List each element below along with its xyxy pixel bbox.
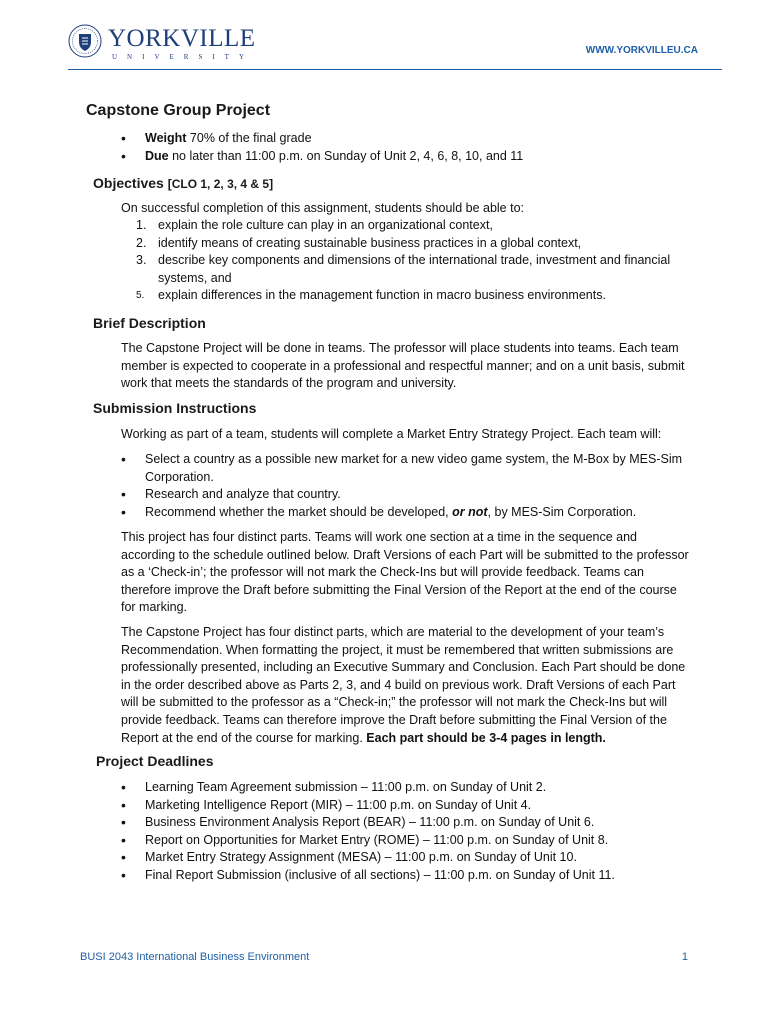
- list-item: [121, 287, 701, 305]
- item-text: explain differences in the management function in macro business environments.: [158, 288, 606, 303]
- header-divider: [68, 69, 722, 70]
- page-header: [0, 0, 768, 72]
- due-text: no later than 11:00 p.m. on Sunday of Unit 2, 4, 6, 8, 10, and 11: [168, 148, 524, 163]
- list-item: [121, 217, 701, 235]
- weight-label: Weight: [145, 131, 187, 145]
- item-number: 3.: [136, 253, 147, 268]
- list-item: [121, 130, 701, 148]
- submission-instructions-heading: Submission Instructions: [93, 400, 257, 416]
- brand-subtitle: UNIVERSITY: [112, 53, 254, 61]
- list-item: • Report on Opportunities for Market Entry (ROME) – 11:00 p.m. on Sunday of Unit 8.: [121, 832, 701, 850]
- brand-name: YORKVILLE: [108, 25, 256, 52]
- project-deadlines-heading: Project Deadlines: [96, 753, 214, 769]
- weight-text: 70% of the final grade: [186, 131, 312, 145]
- list-item: • Market Entry Strategy Assignment (MESA) – 11:00 p.m. on Sunday of Unit 10.: [121, 849, 701, 867]
- list-item: [121, 235, 701, 253]
- list-item: • Business Environment Analysis Report (BEAR) – 11:00 p.m. on Sunday of Unit 6.: [121, 814, 701, 832]
- bullet-text: Recommend whether the market should be developed,: [145, 504, 453, 519]
- item-text: identify means of creating sustainable business practices in a global context,: [158, 235, 582, 250]
- website-link[interactable]: WWW.YORKVILLEU.CA: [585, 45, 698, 56]
- paragraph-text: The Capstone Project has four distinct parts, which are material to the development of your team’s Recommendation. When formatting the project, it must be remembered that written submissions are professionally presented, including an Executive Summary and Conclusion. Each Part should be done in the order described above as Parts 2, 3, and 4 build on previous work. Draft Versions of each Part will be submitted to the professor as a “Check-in;” the professor will not mark the Check-Ins but will provide feedback. Teams can therefore improve the Draft before submitting the Final Version of the Report at the end of the course for marking.: [121, 625, 686, 745]
- university-crest-icon: [68, 24, 102, 58]
- bullet-text: , by MES-Sim Corporation.: [487, 504, 637, 519]
- objectives-list: [121, 217, 701, 305]
- objectives-heading: [93, 175, 273, 194]
- item-number: 1.: [136, 218, 147, 232]
- list-item: [121, 504, 691, 522]
- list-item: • Marketing Intelligence Report (MIR) – 11:00 p.m. on Sunday of Unit 4.: [121, 797, 701, 815]
- submission-paragraph-2: [121, 624, 691, 747]
- item-text: describe key components and dimensions of the international trade, investment and financial systems, and: [158, 253, 671, 285]
- emphasis-text: or not: [452, 504, 488, 519]
- item-text: explain the role culture can play in an organizational context,: [158, 218, 493, 232]
- item-number: 5.: [136, 290, 145, 302]
- clo-reference: [CLO 1, 2, 3, 4 & 5]: [167, 177, 274, 191]
- list-item: • Learning Team Agreement submission – 11:00 p.m. on Sunday of Unit 2.: [121, 779, 701, 797]
- list-item: [121, 252, 701, 287]
- page-title: Capstone Group Project: [86, 102, 271, 119]
- objectives-title: Objectives: [93, 175, 164, 191]
- brief-description-heading: Brief Description: [93, 315, 206, 331]
- item-number: 2.: [136, 235, 147, 250]
- list-item: [121, 148, 701, 166]
- due-label: Due: [145, 148, 169, 163]
- submission-bullets: [121, 451, 691, 521]
- deadlines-list: [121, 779, 701, 885]
- footer-page-number: 1: [681, 951, 688, 963]
- submission-intro: Working as part of a team, students will complete a Market Entry Strategy Project. Each team will:: [121, 427, 662, 441]
- page-length-note: Each part should be 3-4 pages in length.: [366, 730, 606, 745]
- objectives-intro: On successful completion of this assignment, students should be able to:: [121, 201, 525, 215]
- list-item: • Research and analyze that country.: [121, 486, 691, 504]
- summary-list: [121, 130, 701, 165]
- list-item: • Final Report Submission (inclusive of all sections) – 11:00 p.m. on Sunday of Unit 11.: [121, 867, 701, 885]
- brief-description-text: The Capstone Project will be done in teams. The professor will place students into teams. Each team member is expected to cooperate in a professional and respectful manner; and on a unit basis, submit work that meets the standards of the program and university.: [121, 341, 685, 391]
- footer-course-name: BUSI 2043 International Business Environment: [80, 951, 310, 963]
- list-item: • Select a country as a possible new market for a new video game system, the M-Box by MES-Sim Corporation.: [121, 451, 691, 486]
- submission-paragraph-1: This project has four distinct parts. Teams will work one section at a time in the sequence and according to the schedule outlined below. Draft Versions of each Part will be submitted to the professor as a ‘Check-in’; the professor will not mark the Check-Ins but will provide feedback. Teams can therefore improve the Draft before submitting the Final Version of the Report at the end of the course for marking.: [121, 530, 689, 615]
